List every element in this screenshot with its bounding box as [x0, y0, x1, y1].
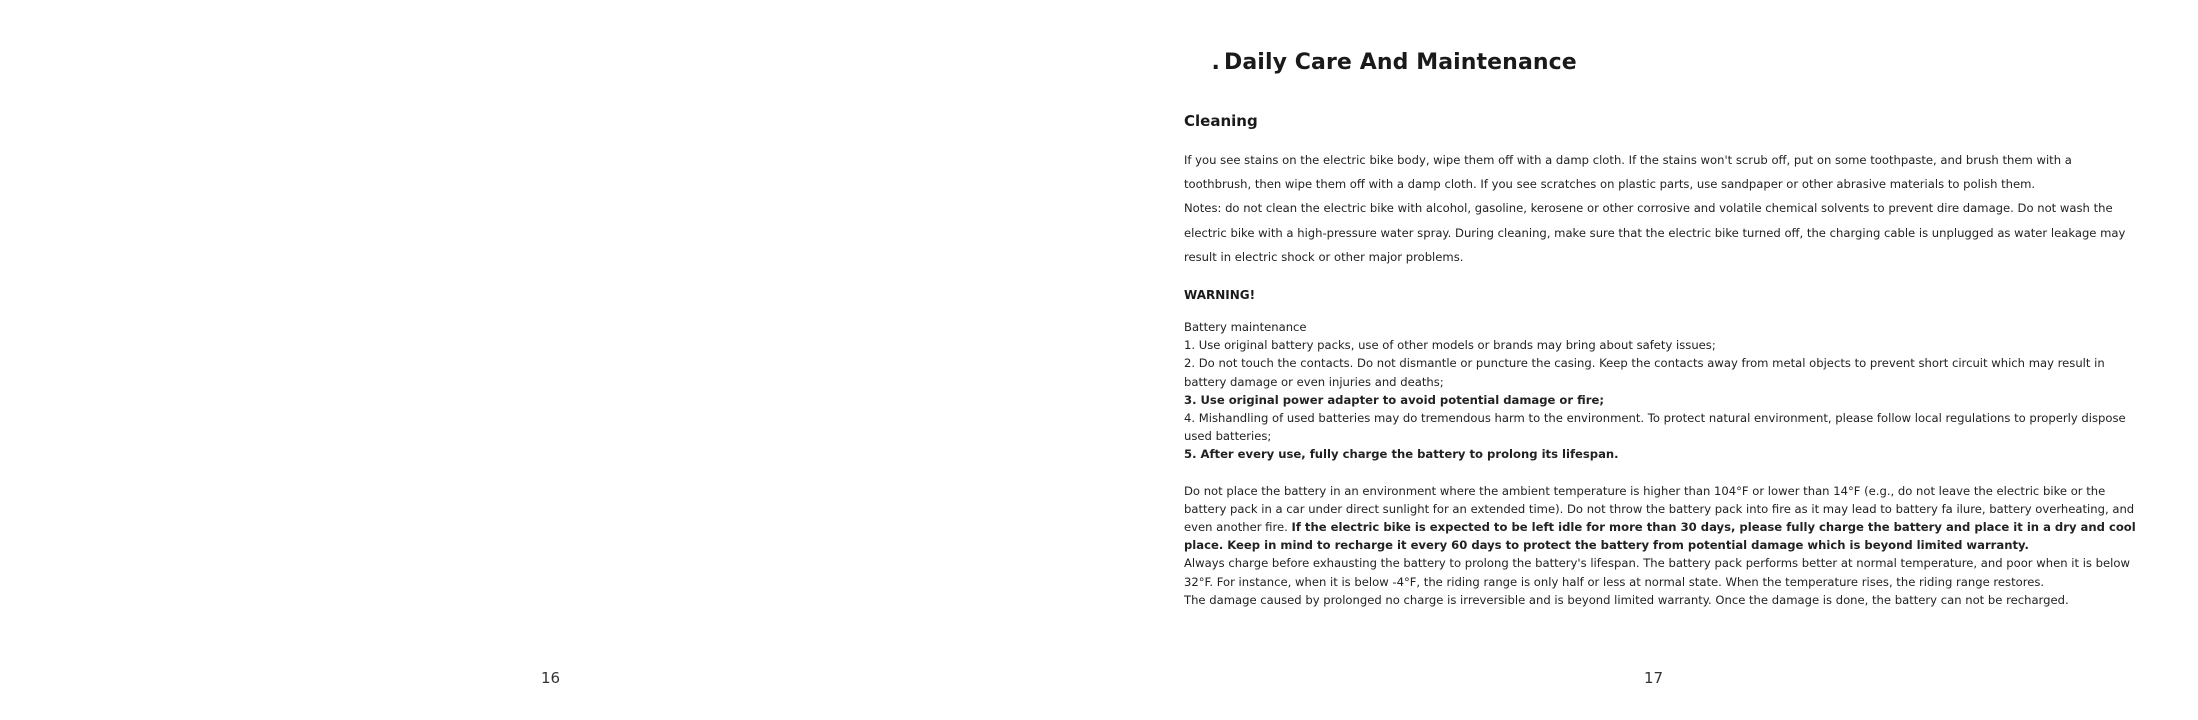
page-number: 17	[1644, 669, 1664, 687]
cleaning-notes: Notes: do not clean the electric bike with alcohol, gasoline, kerosene or other corrosive and volatile chemical solvents to prevent dire damage. Do not wash the electric bike with a high-pressure water spray. During cleaning, make sure that the electric bike turned off, the charging cable is unplugged as water leakage may result in electric shock or other major problems.	[1184, 201, 2126, 264]
cleaning-body	[1184, 148, 2134, 269]
warning-label: WARNING!	[1184, 288, 1256, 302]
battery-item-5: 5. After every use, fully charge the battery to prolong its lifespan.	[1184, 447, 1619, 462]
battery-list	[1184, 336, 2146, 463]
section-title-prefix: .	[1211, 50, 1220, 75]
cleaning-paragraph: If you see stains on the electric bike body, wipe them off with a damp cloth. If the stains won't scrub off, put on some toothpaste, and brush them with a toothbrush, then wipe them off with a damp cloth. If you see scratches on plastic parts, use sandpaper or other abrasive materials to polish them.	[1184, 153, 2072, 192]
storage-paragraph-1-plain: Do not place the battery in an environment where the ambient temperature is higher than 104°F or lower than 14°F (e.g., do not leave the electric bike or the battery pack in a car under direct sunlight for an extended time). Do not throw the battery pack into fire as it may lead to battery fa ilure, battery overheating, and even another fire.	[1184, 483, 2135, 535]
storage-paragraph-1-bold: If the electric bike is expected to be left idle for more than 30 days, please fully charge the battery and place it in a dry and cool place. Keep in mind to recharge it every 60 days to protect the battery from potential damage which is beyond limited warranty.	[1184, 520, 2136, 553]
storage-paragraph-2: Always charge before exhausting the battery to prolong the battery's lifespan. The battery pack performs better at normal temperature, and poor when it is below 32°F. For instance, when it is below -4°F, the riding range is only half or less at normal state. When the temperature rises, the riding range restores.	[1184, 556, 2130, 589]
section-title	[1196, 50, 1577, 75]
section-title-text: Daily Care And Maintenance	[1224, 50, 1577, 75]
cleaning-heading: Cleaning	[1184, 112, 1258, 130]
battery-item-2: 2. Do not touch the contacts. Do not dismantle or puncture the casing. Keep the contacts away from metal objects to prevent short circuit which may result in battery damage or even injuries and deaths;	[1184, 356, 2105, 389]
battery-maintenance	[1184, 318, 2146, 609]
storage-section	[1184, 482, 2146, 609]
storage-paragraph-1	[1184, 482, 2146, 555]
storage-paragraph-3: The damage caused by prolonged no charge is irreversible and is beyond limited warranty. Once the damage is done, the battery can not be recharged.	[1184, 592, 2069, 607]
battery-heading: Battery maintenance	[1184, 320, 1307, 334]
battery-item-1: 1. Use original battery packs, use of other models or brands may bring about safety issues;	[1184, 338, 1716, 353]
page-number: 16	[541, 669, 561, 687]
battery-item-4: 4. Mishandling of used batteries may do tremendous harm to the environment. To protect natural environment, please follow local regulations to properly dispose used batteries;	[1184, 411, 2126, 444]
right-page	[1099, 0, 2198, 720]
battery-item-3: 3. Use original power adapter to avoid potential damage or fire;	[1184, 392, 1604, 407]
